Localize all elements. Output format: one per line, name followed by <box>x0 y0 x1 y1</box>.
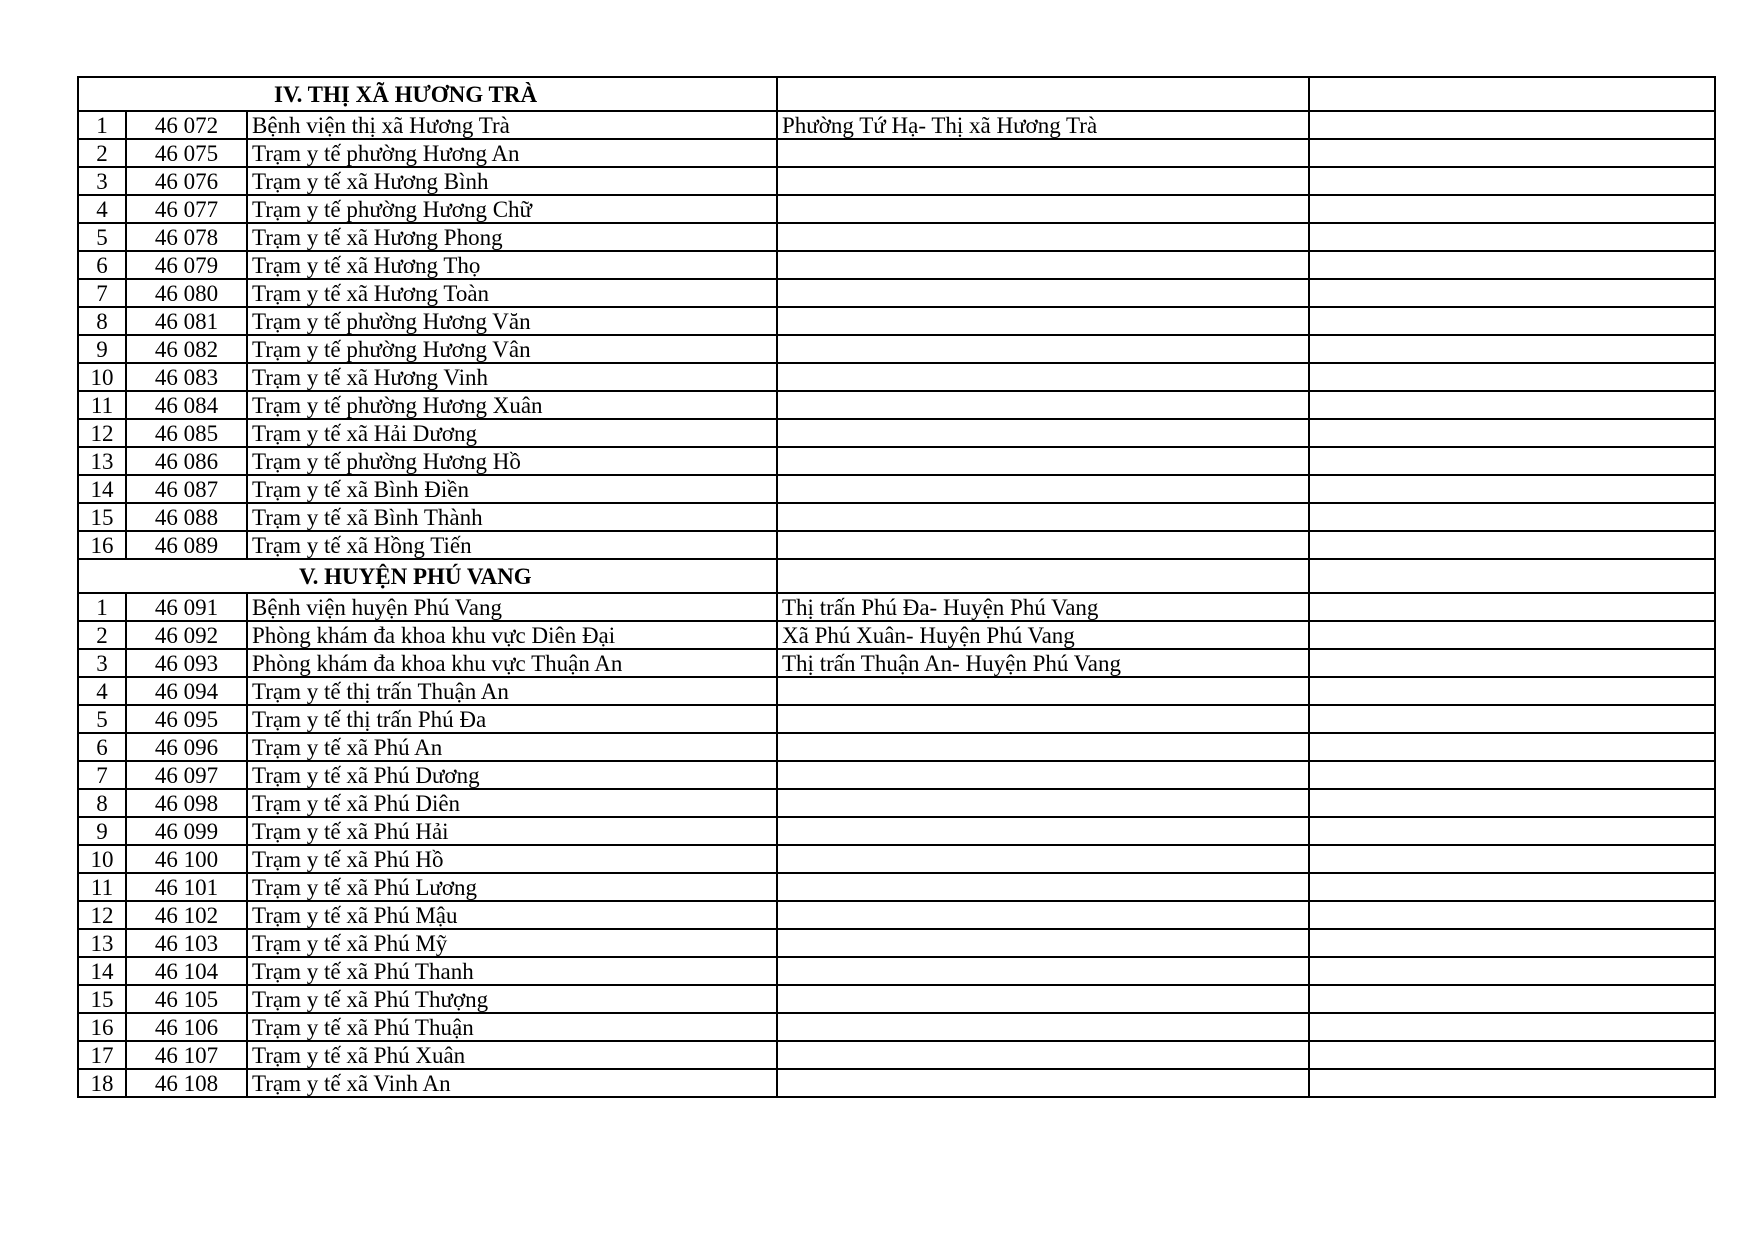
note-cell <box>1309 503 1715 531</box>
section-header-row <box>78 77 1715 111</box>
note-cell <box>1309 1013 1715 1041</box>
facility-name-cell: Trạm y tế xã Phú An <box>247 733 777 761</box>
note-cell <box>1309 789 1715 817</box>
row-number-cell: 2 <box>78 139 126 167</box>
row-number-cell: 16 <box>78 531 126 559</box>
note-cell <box>1309 733 1715 761</box>
table-row <box>78 901 1715 929</box>
note-cell <box>1309 929 1715 957</box>
note-cell <box>1309 475 1715 503</box>
facility-address-cell <box>777 957 1309 985</box>
facility-code-cell: 46 084 <box>126 391 247 419</box>
facility-code-cell: 46 087 <box>126 475 247 503</box>
section-title-cell <box>78 559 777 593</box>
facility-name-cell: Trạm y tế xã Phú Diên <box>247 789 777 817</box>
facility-code-cell: 46 088 <box>126 503 247 531</box>
facility-address-cell <box>777 789 1309 817</box>
row-number-cell: 11 <box>78 391 126 419</box>
facility-code-cell: 46 097 <box>126 761 247 789</box>
section-address-cell <box>777 559 1309 593</box>
facility-code-cell: 46 100 <box>126 845 247 873</box>
row-number-cell: 5 <box>78 223 126 251</box>
table-row <box>78 363 1715 391</box>
note-cell <box>1309 111 1715 139</box>
facility-address-cell <box>777 761 1309 789</box>
row-number-cell: 15 <box>78 985 126 1013</box>
table-row <box>78 447 1715 475</box>
note-cell <box>1309 901 1715 929</box>
row-number-cell: 4 <box>78 677 126 705</box>
note-cell <box>1309 447 1715 475</box>
note-cell <box>1309 985 1715 1013</box>
row-number-cell: 4 <box>78 195 126 223</box>
row-number-cell: 5 <box>78 705 126 733</box>
facility-name-cell: Trạm y tế xã Phú Hải <box>247 817 777 845</box>
facility-address-cell <box>777 873 1309 901</box>
facility-name-cell: Trạm y tế xã Hương Bình <box>247 167 777 195</box>
row-number-cell: 10 <box>78 845 126 873</box>
table-row <box>78 649 1715 677</box>
facility-address-cell: Thị trấn Phú Đa- Huyện Phú Vang <box>777 593 1309 621</box>
note-cell <box>1309 307 1715 335</box>
note-cell <box>1309 363 1715 391</box>
facility-name-cell: Trạm y tế xã Phú Xuân <box>247 1041 777 1069</box>
note-cell <box>1309 223 1715 251</box>
facility-code-cell: 46 096 <box>126 733 247 761</box>
facility-address-cell <box>777 447 1309 475</box>
facility-code-cell: 46 083 <box>126 363 247 391</box>
facility-code-cell: 46 086 <box>126 447 247 475</box>
note-cell <box>1309 195 1715 223</box>
table-row <box>78 111 1715 139</box>
row-number-cell: 12 <box>78 901 126 929</box>
facility-table-body <box>78 77 1715 1097</box>
row-number-cell: 12 <box>78 419 126 447</box>
note-cell <box>1309 531 1715 559</box>
section-header-row <box>78 559 1715 593</box>
table-row <box>78 391 1715 419</box>
facility-code-cell: 46 075 <box>126 139 247 167</box>
facility-address-cell <box>777 733 1309 761</box>
note-cell <box>1309 251 1715 279</box>
facility-code-cell: 46 107 <box>126 1041 247 1069</box>
facility-name-cell: Trạm y tế xã Phú Hồ <box>247 845 777 873</box>
facility-address-cell <box>777 705 1309 733</box>
facility-address-cell <box>777 531 1309 559</box>
facility-table <box>77 76 1716 1098</box>
facility-code-cell: 46 095 <box>126 705 247 733</box>
table-row <box>78 1013 1715 1041</box>
note-cell <box>1309 167 1715 195</box>
facility-address-cell <box>777 391 1309 419</box>
facility-code-cell: 46 091 <box>126 593 247 621</box>
facility-code-cell: 46 079 <box>126 251 247 279</box>
row-number-cell: 3 <box>78 167 126 195</box>
row-number-cell: 14 <box>78 957 126 985</box>
facility-address-cell <box>777 223 1309 251</box>
facility-address-cell: Phường Tứ Hạ- Thị xã Hương Trà <box>777 111 1309 139</box>
facility-code-cell: 46 106 <box>126 1013 247 1041</box>
note-cell <box>1309 761 1715 789</box>
facility-name-cell: Trạm y tế xã Phú Lương <box>247 873 777 901</box>
facility-address-cell <box>777 817 1309 845</box>
table-row <box>78 223 1715 251</box>
row-number-cell: 7 <box>78 761 126 789</box>
note-cell <box>1309 817 1715 845</box>
facility-code-cell: 46 081 <box>126 307 247 335</box>
table-row <box>78 985 1715 1013</box>
facility-code-cell: 46 103 <box>126 929 247 957</box>
table-row <box>78 677 1715 705</box>
facility-address-cell <box>777 475 1309 503</box>
row-number-cell: 10 <box>78 363 126 391</box>
table-row <box>78 593 1715 621</box>
table-row <box>78 817 1715 845</box>
facility-code-cell: 46 098 <box>126 789 247 817</box>
table-row <box>78 845 1715 873</box>
facility-name-cell: Trạm y tế phường Hương Vân <box>247 335 777 363</box>
table-row <box>78 1069 1715 1097</box>
table-row <box>78 1041 1715 1069</box>
row-number-cell: 6 <box>78 251 126 279</box>
row-number-cell: 3 <box>78 649 126 677</box>
facility-address-cell <box>777 845 1309 873</box>
facility-name-cell: Trạm y tế xã Hương Thọ <box>247 251 777 279</box>
table-row <box>78 279 1715 307</box>
table-row <box>78 929 1715 957</box>
facility-code-cell: 46 108 <box>126 1069 247 1097</box>
table-row <box>78 705 1715 733</box>
table-row <box>78 251 1715 279</box>
row-number-cell: 13 <box>78 929 126 957</box>
facility-address-cell <box>777 1013 1309 1041</box>
note-cell <box>1309 279 1715 307</box>
table-row <box>78 733 1715 761</box>
note-cell <box>1309 419 1715 447</box>
facility-code-cell: 46 080 <box>126 279 247 307</box>
facility-address-cell: Thị trấn Thuận An- Huyện Phú Vang <box>777 649 1309 677</box>
section-title-cell <box>78 77 777 111</box>
facility-address-cell <box>777 251 1309 279</box>
facility-name-cell: Trạm y tế xã Phú Mậu <box>247 901 777 929</box>
note-cell <box>1309 705 1715 733</box>
table-row <box>78 873 1715 901</box>
facility-code-cell: 46 102 <box>126 901 247 929</box>
facility-name-cell: Trạm y tế phường Hương Văn <box>247 307 777 335</box>
note-cell <box>1309 957 1715 985</box>
table-row <box>78 307 1715 335</box>
row-number-cell: 1 <box>78 593 126 621</box>
facility-address-cell <box>777 1041 1309 1069</box>
facility-address-cell <box>777 419 1309 447</box>
facility-address-cell <box>777 503 1309 531</box>
facility-code-cell: 46 105 <box>126 985 247 1013</box>
note-cell <box>1309 677 1715 705</box>
table-row <box>78 531 1715 559</box>
facility-code-cell: 46 076 <box>126 167 247 195</box>
facility-code-cell: 46 094 <box>126 677 247 705</box>
row-number-cell: 9 <box>78 817 126 845</box>
row-number-cell: 16 <box>78 1013 126 1041</box>
row-number-cell: 7 <box>78 279 126 307</box>
table-row <box>78 761 1715 789</box>
facility-address-cell <box>777 335 1309 363</box>
table-row <box>78 419 1715 447</box>
section-address-cell <box>777 77 1309 111</box>
facility-address-cell <box>777 901 1309 929</box>
facility-code-cell: 46 092 <box>126 621 247 649</box>
facility-address-cell <box>777 279 1309 307</box>
row-number-cell: 8 <box>78 307 126 335</box>
facility-name-cell: Trạm y tế xã Hương Vinh <box>247 363 777 391</box>
note-cell <box>1309 139 1715 167</box>
facility-address-cell <box>777 307 1309 335</box>
row-number-cell: 17 <box>78 1041 126 1069</box>
table-row <box>78 789 1715 817</box>
facility-address-cell <box>777 139 1309 167</box>
facility-name-cell: Trạm y tế thị trấn Phú Đa <box>247 705 777 733</box>
facility-code-cell: 46 072 <box>126 111 247 139</box>
facility-address-cell <box>777 195 1309 223</box>
table-row <box>78 167 1715 195</box>
section-title: V. HUYỆN PHÚ VANG <box>299 563 532 589</box>
table-row <box>78 503 1715 531</box>
facility-name-cell: Phòng khám đa khoa khu vực Thuận An <box>247 649 777 677</box>
facility-code-cell: 46 077 <box>126 195 247 223</box>
facility-name-cell: Phòng khám đa khoa khu vực Diên Đại <box>247 621 777 649</box>
row-number-cell: 6 <box>78 733 126 761</box>
note-cell <box>1309 335 1715 363</box>
facility-address-cell <box>777 677 1309 705</box>
facility-address-cell <box>777 929 1309 957</box>
facility-name-cell: Trạm y tế xã Vinh An <box>247 1069 777 1097</box>
row-number-cell: 14 <box>78 475 126 503</box>
row-number-cell: 8 <box>78 789 126 817</box>
facility-name-cell: Trạm y tế phường Hương Xuân <box>247 391 777 419</box>
facility-name-cell: Trạm y tế xã Hồng Tiến <box>247 531 777 559</box>
row-number-cell: 11 <box>78 873 126 901</box>
note-cell <box>1309 1041 1715 1069</box>
facility-name-cell: Trạm y tế xã Phú Thanh <box>247 957 777 985</box>
note-cell <box>1309 649 1715 677</box>
table-row <box>78 335 1715 363</box>
facility-code-cell: 46 085 <box>126 419 247 447</box>
facility-name-cell: Trạm y tế phường Hương An <box>247 139 777 167</box>
facility-code-cell: 46 078 <box>126 223 247 251</box>
facility-code-cell: 46 104 <box>126 957 247 985</box>
note-cell <box>1309 845 1715 873</box>
facility-address-cell <box>777 363 1309 391</box>
table-row <box>78 957 1715 985</box>
row-number-cell: 13 <box>78 447 126 475</box>
row-number-cell: 15 <box>78 503 126 531</box>
facility-code-cell: 46 093 <box>126 649 247 677</box>
facility-code-cell: 46 089 <box>126 531 247 559</box>
note-cell <box>1309 873 1715 901</box>
facility-code-cell: 46 101 <box>126 873 247 901</box>
facility-code-cell: 46 082 <box>126 335 247 363</box>
facility-code-cell: 46 099 <box>126 817 247 845</box>
facility-name-cell: Trạm y tế phường Hương Chữ <box>247 195 777 223</box>
row-number-cell: 9 <box>78 335 126 363</box>
table-row <box>78 139 1715 167</box>
facility-name-cell: Bệnh viện thị xã Hương Trà <box>247 111 777 139</box>
section-title: IV. THỊ XÃ HƯƠNG TRÀ <box>274 81 538 107</box>
facility-name-cell: Trạm y tế phường Hương Hồ <box>247 447 777 475</box>
facility-name-cell: Trạm y tế xã Phú Thuận <box>247 1013 777 1041</box>
facility-address-cell <box>777 1069 1309 1097</box>
facility-name-cell: Trạm y tế thị trấn Thuận An <box>247 677 777 705</box>
section-note-cell <box>1309 77 1715 111</box>
table-row <box>78 621 1715 649</box>
facility-name-cell: Trạm y tế xã Hương Toàn <box>247 279 777 307</box>
facility-name-cell: Trạm y tế xã Bình Điền <box>247 475 777 503</box>
section-note-cell <box>1309 559 1715 593</box>
row-number-cell: 1 <box>78 111 126 139</box>
facility-address-cell: Xã Phú Xuân- Huyện Phú Vang <box>777 621 1309 649</box>
facility-name-cell: Trạm y tế xã Bình Thành <box>247 503 777 531</box>
facility-name-cell: Trạm y tế xã Phú Thượng <box>247 985 777 1013</box>
facility-name-cell: Trạm y tế xã Hương Phong <box>247 223 777 251</box>
note-cell <box>1309 391 1715 419</box>
facility-name-cell: Trạm y tế xã Phú Mỹ <box>247 929 777 957</box>
facility-address-cell <box>777 167 1309 195</box>
note-cell <box>1309 1069 1715 1097</box>
note-cell <box>1309 621 1715 649</box>
note-cell <box>1309 593 1715 621</box>
facility-name-cell: Trạm y tế xã Hải Dương <box>247 419 777 447</box>
facility-address-cell <box>777 985 1309 1013</box>
table-row <box>78 195 1715 223</box>
facility-name-cell: Trạm y tế xã Phú Dương <box>247 761 777 789</box>
table-row <box>78 475 1715 503</box>
row-number-cell: 2 <box>78 621 126 649</box>
row-number-cell: 18 <box>78 1069 126 1097</box>
facility-name-cell: Bệnh viện huyện Phú Vang <box>247 593 777 621</box>
